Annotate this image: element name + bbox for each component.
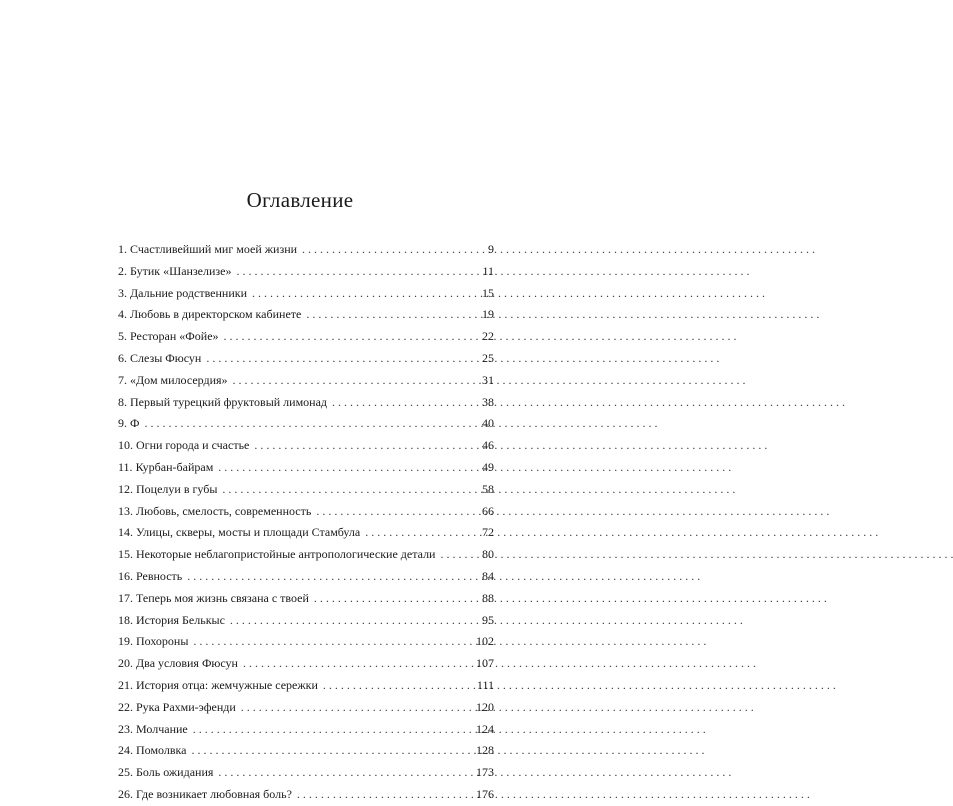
toc-dot-leader [302,239,462,261]
toc-entry-number: 10. [118,438,133,453]
toc-entry-page-number: 102 [476,634,494,649]
toc-entry-number: 4. [118,307,127,322]
toc-entry-page-number: 66 [482,503,494,518]
toc-entry [118,675,494,697]
toc-list [118,239,494,806]
toc-entry-page-number: 15 [482,285,494,300]
toc-entry [118,522,494,544]
toc-entry-number: 3. [118,285,127,300]
toc-dot-leader [206,348,462,370]
toc-entry-number: 5. [118,329,127,344]
toc-entry-title: Счастливейший миг моей жизни [130,242,298,256]
toc-entry [118,544,494,566]
toc-entry-title: Боль ожидания [136,765,214,780]
toc-entry-page-number: 80 [482,547,494,562]
toc-dot-leader [236,261,462,283]
toc-entry-page-number: 176 [476,786,494,801]
toc-entry-page-number: 173 [476,765,494,780]
toc-entry-page-number: 84 [482,568,494,583]
toc-entry-number: 13. [118,503,133,518]
toc-entry-title: Похороны [136,634,189,649]
toc-dot-leader [254,435,462,457]
toc-dot-leader [314,588,462,610]
toc-entry-number: 20. [118,656,133,671]
toc-entry-title: Некоторые неблагопристойные антропологические детали [136,547,436,562]
toc-entry-page-number: 120 [476,699,494,714]
toc-entry [118,370,494,392]
toc-entry-title: Курбан-байрам [135,459,214,474]
toc-entry-number: 1. [118,242,127,256]
toc-dot-leader [222,479,462,501]
toc-dot-leader [187,566,462,588]
toc-entry [118,457,494,479]
toc-entry-title: Первый турецкий фруктовый лимонад [130,394,328,409]
toc-dot-leader [316,501,462,523]
toc-entry-title: История отца: жемчужные сережки [136,677,318,692]
toc-dot-leader [218,457,462,479]
toc-dot-leader [224,326,462,348]
toc-entry-page-number: 88 [482,590,494,605]
toc-dot-leader [144,413,462,435]
toc-entry-number: 16. [118,568,133,583]
toc-entry-title: Ревность [136,568,183,583]
toc-entry [118,392,494,414]
toc-entry-number: 24. [118,743,133,758]
toc-entry-page-number: 72 [482,525,494,540]
toc-entry [118,435,494,457]
toc-entry-page-number: 19 [482,307,494,322]
toc-entry-title: «Дом милосердия» [130,372,228,387]
toc-entry-page-number: 9 [488,242,494,256]
toc-entry-number: 26. [118,786,133,801]
toc-entry [118,501,494,523]
toc-entry-number: 6. [118,350,127,365]
toc-dot-leader [323,675,462,697]
toc-entry-page-number: 124 [476,721,494,736]
toc-entry [118,479,494,501]
toc-entry-number: 22. [118,699,133,714]
toc-dot-leader [365,522,462,544]
toc-entry-title: Теперь моя жизнь связана с твоей [136,590,309,605]
toc-entry-page-number: 25 [482,350,494,365]
toc-entry-title: Слезы Фюсун [130,350,202,365]
toc-entry-number: 12. [118,481,133,496]
toc-dot-leader [193,631,462,653]
toc-dot-leader [243,653,462,675]
toc-entry-title: Бутик «Шанзелизе» [130,263,232,278]
toc-entry-number: 11. [118,459,133,474]
toc-entry-title: Помолвка [136,743,187,758]
toc-entry [118,348,494,370]
toc-dot-leader [252,283,462,305]
toc-entry-page-number: 40 [482,416,494,431]
toc-entry-title: Где возникает любовная боль? [136,786,292,801]
toc-entry [118,588,494,610]
toc-dot-leader [241,697,462,719]
toc-entry [118,566,494,588]
toc-entry-title: Любовь в директорском кабинете [130,307,302,322]
toc-entry [118,653,494,675]
toc-dot-leader [233,370,462,392]
toc-entry [118,631,494,653]
toc-entry [118,326,494,348]
toc-dot-leader [297,784,462,806]
toc-entry-page-number: 22 [482,329,494,344]
toc-entry-title: Ф [130,416,140,431]
toc-dot-leader [230,610,462,632]
toc-entry-number: 2. [118,263,127,278]
toc-entry [118,697,494,719]
toc-entry [118,304,494,326]
toc-entry-title: Рука Рахми-эфенди [136,699,236,714]
toc-entry [118,784,494,806]
toc-entry [118,239,494,261]
toc-entry [118,261,494,283]
toc-entry-page-number: 111 [476,677,494,692]
toc-title: Оглавление [246,188,354,212]
toc-entry [118,719,494,741]
toc-entry [118,413,494,435]
toc-entry-number: 21. [118,677,133,692]
toc-entry-page-number: 95 [482,612,494,627]
toc-entry-title: Огни города и счастье [136,438,250,453]
toc-entry [118,740,494,762]
toc-entry-number: 25. [118,765,133,780]
toc-entry-page-number: 46 [482,438,494,453]
toc-entry-number: 14. [118,525,133,540]
toc-entry-title: Поцелуи в губы [136,481,218,496]
toc-entry-number: 8. [118,394,127,409]
toc-entry-number: 9. [118,416,127,431]
toc-entry [118,610,494,632]
toc-entry-title: История Белькыс [136,612,225,627]
toc-entry-number: 23. [118,721,133,736]
toc-entry [118,762,494,784]
toc-entry-page-number: 107 [476,656,494,671]
toc-dot-leader [306,304,462,326]
toc-dot-leader [192,740,462,762]
toc-entry-number: 15. [118,547,133,562]
toc-dot-leader [440,544,462,566]
toc-entry-title: Ресторан «Фойе» [130,329,219,344]
toc-entry-page-number: 58 [482,481,494,496]
toc-entry-page-number: 128 [476,743,494,758]
toc-entry-page-number: 38 [482,394,494,409]
toc-entry-title: Улицы, скверы, мосты и площади Стамбула [136,525,361,540]
toc-entry [118,283,494,305]
toc-entry-page-number: 31 [482,372,494,387]
toc-entry-title: Любовь, смелость, современность [136,503,312,518]
toc-entry-page-number: 11 [482,263,494,278]
toc-entry-number: 7. [118,372,127,387]
toc-entry-number: 19. [118,634,133,649]
toc-entry-title: Два условия Фюсун [136,656,238,671]
toc-entry-number: 17. [118,590,133,605]
toc-dot-leader [332,392,462,414]
toc-entry-page-number: 49 [482,459,494,474]
toc-entry-number: 18. [118,612,133,627]
toc-dot-leader [218,762,462,784]
toc-dot-leader [193,719,462,741]
toc-entry-title: Дальние родственники [130,285,248,300]
toc-entry-title: Молчание [136,721,188,736]
